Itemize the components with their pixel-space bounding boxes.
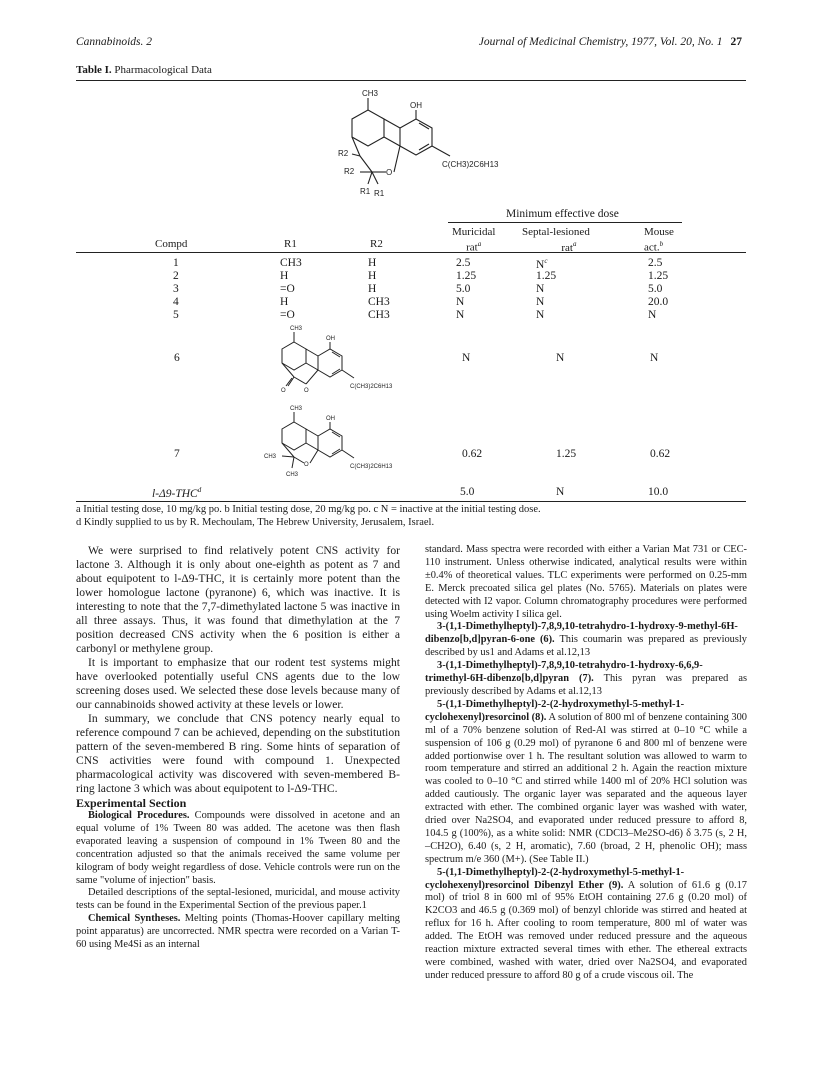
row-r2: CH3 <box>368 309 390 321</box>
compound-heading: 3-(1,1-Dimethylheptyl)-7,8,9,10-tetrahydro-1-hydroxy-6,6,9-trimethyl-6H-dibenzo[b,d]pyran (7). <box>425 660 703 685</box>
mouse-sub: act. <box>644 241 660 254</box>
struct-r2-lower-label: R2 <box>344 167 355 176</box>
row-mouse: 0.62 <box>650 448 671 460</box>
paragraph-text: This pyran was prepared as previously described by Adams et al.12,13 <box>425 673 747 697</box>
row-septal <box>536 257 547 271</box>
compound-heading: 5-(1,1-Dimethylheptyl)-2-(2-hydroxymethyl-5-methyl-1-cyclohexenyl)resorcinol Dibenzyl Ether (9). <box>425 866 685 891</box>
paragraph: standard. Mass spectra were recorded with either a Varian Mat 731 or CEC-110 instrument. Unless otherwise indicated, analytical results were within ±0.4% of theoretical values. TLC experiments were performed on 0.25-mm E. Merck precoated silica gel plates (No. 5765). Materials on plates were detected with I2 vapor. Column chromatography procedures were performed using Woelm activity I silica gel. <box>425 544 747 620</box>
struct-o-label: O <box>386 168 393 177</box>
table-footnote-2: d Kindly supplied to us by R. Mechoulam, The Hebrew University, Jerusalem, Israel. <box>76 517 435 528</box>
row-muricidal: 5.0 <box>460 486 475 498</box>
septal-value: N <box>536 258 545 271</box>
compd6-o2-label: O <box>304 388 309 394</box>
row-mouse: 1.25 <box>648 270 669 282</box>
col-header-compd: Compd <box>155 238 188 250</box>
mouse-mark: b <box>659 240 664 248</box>
table-bottom-rule <box>76 501 746 502</box>
paragraph <box>425 660 747 699</box>
struct-ch3-label: CH3 <box>362 89 379 98</box>
running-header-left: Cannabinoids. 2 <box>76 36 153 48</box>
row-septal: 1.25 <box>536 270 557 282</box>
struct-r2-upper-label: R2 <box>338 149 349 158</box>
thc-footnote-mark: d <box>197 486 202 494</box>
col-header-muricidal <box>452 226 495 254</box>
compd6-chain-label: C(CH3)2C6H13 <box>350 384 393 390</box>
paragraph <box>425 699 747 867</box>
row-muricidal: N <box>456 296 465 308</box>
row-compd: 3 <box>173 283 179 295</box>
paragraph-text: Melting points (Thomas-Hoover capillary melting point apparatus) are uncorrected. NMR spectra were recorded on a Varian T-60 using Me4Si as an internal <box>76 913 400 951</box>
compound-heading: 3-(1,1-Dimethylheptyl)-7,8,9,10-tetrahydro-1-hydroxy-9-methyl-6H-dibenzo[b,d]pyran-6-one (6). <box>425 621 738 646</box>
journal-citation: Journal of Medicinal Chemistry, 1977, Vol. 20, No. 1 <box>478 36 723 48</box>
muricidal-label: Muricidal <box>452 226 496 238</box>
paragraph <box>76 913 400 952</box>
left-column <box>76 544 400 952</box>
paragraph <box>425 867 747 983</box>
running-header-right <box>479 36 742 48</box>
right-column <box>425 544 747 983</box>
row-compd: 2 <box>173 270 179 282</box>
thc-label: l-Δ9-THC <box>152 487 198 500</box>
muricidal-sub: rat <box>466 241 478 254</box>
super-header-rule <box>448 222 682 223</box>
row-r2: H <box>368 283 377 295</box>
general-structure-diagram <box>320 84 530 206</box>
compd7-ch3-top-label: CH3 <box>290 406 303 412</box>
struct-oh-label: OH <box>410 101 422 110</box>
row-r2: CH3 <box>368 296 390 308</box>
row-muricidal: 0.62 <box>462 448 483 460</box>
table-caption: Pharmacological Data <box>114 64 212 76</box>
row-muricidal: N <box>462 352 471 364</box>
septal-mark: a <box>572 240 577 248</box>
struct-side-chain-label: C(CH3)2C6H13 <box>442 160 499 169</box>
row-compd <box>152 486 201 500</box>
row-muricidal: 5.0 <box>456 283 471 295</box>
row-septal: 1.25 <box>556 448 577 460</box>
struct-r1a-label: R1 <box>360 187 371 196</box>
paragraph <box>425 621 747 660</box>
compd6-ch3-label: CH3 <box>290 326 303 332</box>
table-label: Table I. <box>76 64 112 76</box>
compound-heading: 5-(1,1-Dimethylheptyl)-2-(2-hydroxymethyl-5-methyl-1-cyclohexenyl)resorcinol (8). <box>425 698 685 723</box>
col-header-mouse <box>644 226 674 254</box>
row-mouse: 2.5 <box>648 257 663 269</box>
col-header-septal <box>522 226 590 254</box>
compd7-chain-label: C(CH3)2C6H13 <box>350 464 393 470</box>
paragraph <box>76 810 400 887</box>
compd6-o1-label: O <box>281 388 286 394</box>
row-compd: 4 <box>173 296 179 308</box>
row-septal: N <box>536 296 545 308</box>
paragraph: We were surprised to find relatively potent CNS activity for lactone 3. Although it is only about one-eighth as potent as 7 and about equipotent to l-Δ9-THC, it is certainly more potent than the lower homologue lactone (pyranone) 6, which was inactive. It is interesting to note that the 7,7-dimethylated lactone 5 was inactive in all three assays. Thus, it was found that dimethylation at the 7 position decreased CNS activity when the 6 position is either a carbonyl or methylene group. <box>76 544 400 655</box>
compound-6-structure <box>268 322 408 400</box>
table-title <box>76 64 212 76</box>
compound-7-structure <box>262 400 412 482</box>
mouse-label: Mouse <box>644 226 674 238</box>
row-r2: H <box>368 270 377 282</box>
paragraph-text: A solution of 800 ml of benzene containing 300 ml of a 70% benzene solution of Red-Al was stirred at 0–10 °C while a suspension of 106 g (0.29 mol) of pyranone 6 and 800 ml of benzene were added portionwise over 1 h. The resultant solution was allowed to warm to room temperature and stirred an additional 2 h. Again the reaction mixture was cooled to 0–10 °C and stirred while 1400 ml of 20% HCl solution was added cautiously. The organic layer was separated and the aqueous layer extracted with ether. The combined organic layer was washed with water, dried over Na2SO4, and evaporated under reduced pressure to afford 8, 104.5 g (100%), as a white solid: NMR (CDCl3–Me2SO-d6) δ 3.75 (s, 2 H, –CH2O), 6.40 (s, 2 H, aromatic), 7.60 (broad, 2 H, phenolic OH); mass spectrum m/e 360 (M+). (See Table II.) <box>425 711 748 865</box>
septal-footnote-mark: c <box>544 257 548 265</box>
table-footnote-1: a Initial testing dose, 10 mg/kg po. b Initial testing dose, 20 mg/kg po. c N = inactive at the initial testing dose. <box>76 504 541 515</box>
row-r1: H <box>280 296 289 308</box>
table-top-rule <box>76 80 746 81</box>
row-compd: 6 <box>174 352 180 364</box>
run-in-heading: Chemical Syntheses. <box>88 913 181 925</box>
compd7-ch3-bottom-label: CH3 <box>286 472 299 478</box>
compd7-o-label: O <box>304 462 309 468</box>
row-mouse: 20.0 <box>648 296 669 308</box>
paragraph: In summary, we conclude that CNS potency nearly equal to reference compound 7 can be achieved, depending on the substitution pattern of the seven-membered B ring. Some hints of separation of CNS activities were found with compound 1. Unexpected pharmacological activity was discovered with seven-membered B-ring lactone 3 which was about equipotent to l-Δ9-THC. <box>76 712 400 795</box>
row-muricidal: 1.25 <box>456 270 477 282</box>
row-r1: =O <box>280 309 295 321</box>
row-r1: =O <box>280 283 295 295</box>
row-mouse: N <box>648 309 657 321</box>
row-muricidal: N <box>456 309 465 321</box>
row-compd: 7 <box>174 448 180 460</box>
row-r1: H <box>280 270 289 282</box>
row-compd: 5 <box>173 309 179 321</box>
section-heading: Experimental Section <box>76 796 187 810</box>
paragraph-text: A solution of 61.6 g (0.17 mol) of triol 8 in 600 ml of 95% EtOH containing 27.6 g (0.20 mol) of K2CO3 and 46.5 g (0.369 mol) of benzyl chloride was stirred and heated at reflux for 16 h. After cooling to room temperature, 800 ml of water was added. The EtOH was removed under reduced pressure and the aqueous reaction mixture extracted several times with ether. The ethereal extracts were combined, washed with water, dried over Na2SO4, and evaporated under reduced pressure to afford 80 g of a crude viscous oil. The <box>425 879 747 981</box>
col-header-r2: R2 <box>370 238 383 250</box>
row-septal: N <box>556 486 565 498</box>
row-septal: N <box>536 309 545 321</box>
super-header: Minimum effective dose <box>506 208 619 220</box>
row-r2: H <box>368 257 377 269</box>
col-header-r1: R1 <box>284 238 297 250</box>
paragraph-text: This coumarin was prepared as previously described by us1 and Adams et al.12,13 <box>425 634 747 659</box>
row-mouse: 10.0 <box>648 486 669 498</box>
paragraph-text: Compounds were dissolved in acetone and an equal volume of 1% Tween 80 was added. The acetone was then flash evaporated leaving a suspension of compound in 1% Tween 80 and the concentration adjusted so that the animals received the same volume per kilogram of body weight regardless of dose. Vehicle controls were run on the same "volume of injection" basis. <box>76 810 401 886</box>
row-mouse: 5.0 <box>648 283 663 295</box>
row-septal: N <box>536 283 545 295</box>
paragraph: It is important to emphasize that our rodent test systems might have overlooked potentially useful CNS agents due to the low screening doses used. We selected these dose levels because many of our cannabinoids showed activity at these levels or lower. <box>76 656 400 711</box>
paragraph: Detailed descriptions of the septal-lesioned, muricidal, and mouse activity tests can be found in the Experimental Section of the previous paper.1 <box>76 887 400 912</box>
row-compd: 1 <box>173 257 179 269</box>
row-mouse: N <box>650 352 659 364</box>
septal-label: Septal-lesioned <box>522 226 590 238</box>
row-septal: N <box>556 352 565 364</box>
compd7-oh-label: OH <box>326 416 335 422</box>
struct-r1b-label: R1 <box>374 189 385 198</box>
muricidal-mark: a <box>477 240 482 248</box>
run-in-heading: Biological Procedures. <box>88 810 190 821</box>
septal-sub: rat <box>561 241 573 254</box>
compd7-ch3-left-label: CH3 <box>264 454 277 460</box>
header-rule <box>76 252 746 253</box>
compd6-oh-label: OH <box>326 336 335 342</box>
page-number: 27 <box>730 36 742 48</box>
row-r1: CH3 <box>280 257 302 269</box>
row-muricidal: 2.5 <box>456 257 471 269</box>
